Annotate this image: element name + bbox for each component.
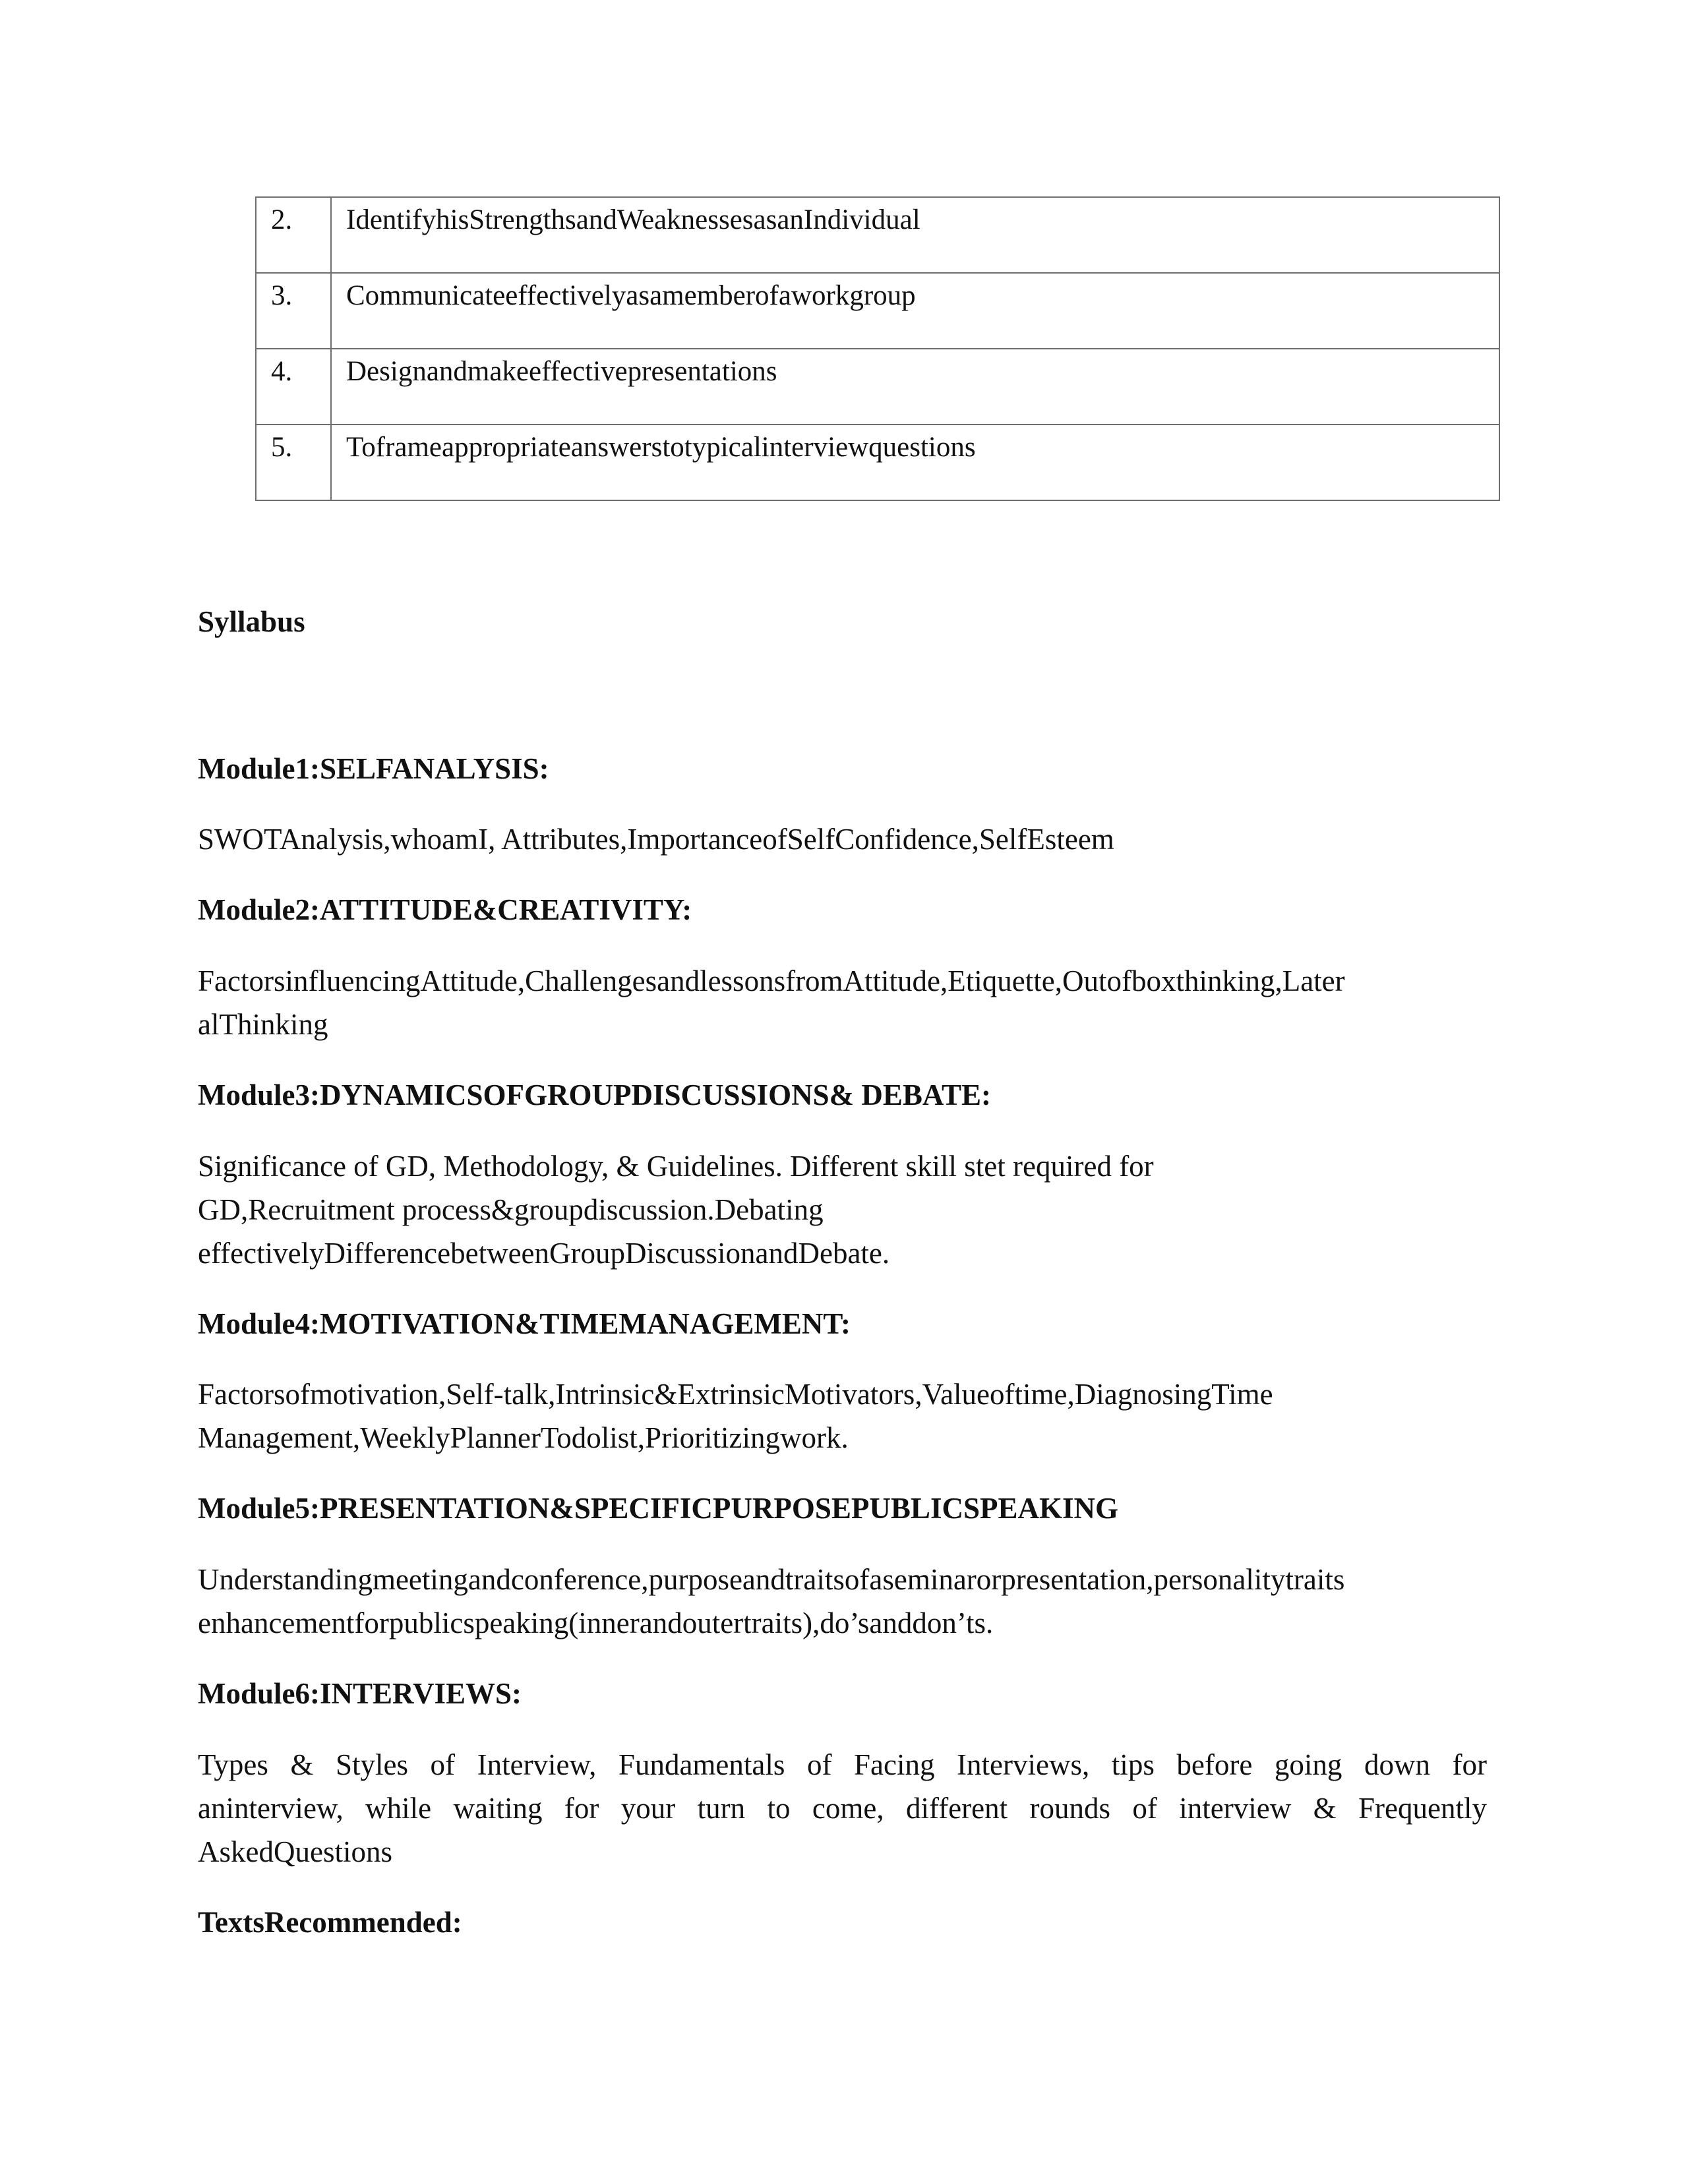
outcome-number: 5. bbox=[256, 425, 331, 500]
module-5-title: Module5:PRESENTATION&SPECIFICPURPOSEPUBLICSPEAKING bbox=[198, 1492, 1118, 1525]
outcome-text: Communicateeffectivelyasamemberofaworkgroup bbox=[331, 273, 1499, 349]
module-6-line-1: Types & Styles of Interview, Fundamentals of Facing Interviews, tips before going down for bbox=[198, 1748, 1487, 1781]
module-2-line-1: FactorsinfluencingAttitude,ChallengesandlessonsfromAttitude,Etiquette,Outofboxthinking,Later bbox=[198, 964, 1345, 997]
module-4-body bbox=[198, 1372, 1484, 1460]
module-1-body bbox=[198, 817, 1484, 861]
table-row bbox=[256, 349, 1499, 425]
module-4-line-1: Factorsofmotivation,Self-talk,Intrinsic&ExtrinsicMotivators,Valueoftime,DiagnosingTime bbox=[198, 1378, 1273, 1411]
outcome-text: Designandmakeeffectivepresentations bbox=[331, 349, 1499, 425]
module-5-line-2: enhancementforpublicspeaking(innerandoutertraits),do’sanddon’ts. bbox=[198, 1607, 994, 1639]
module-2-body bbox=[198, 959, 1484, 1046]
outcome-text: IdentifyhisStrengthsandWeaknessesasanIndividual bbox=[331, 197, 1499, 273]
module-5-body bbox=[198, 1558, 1484, 1645]
syllabus-heading: Syllabus bbox=[198, 605, 305, 638]
outcome-number: 4. bbox=[256, 349, 331, 425]
table-row bbox=[256, 273, 1499, 349]
module-4-line-2: Management,WeeklyPlannerTodolist,Prioritizingwork. bbox=[198, 1421, 849, 1454]
outcome-number: 3. bbox=[256, 273, 331, 349]
module-3-line-2: GD,Recruitment process&groupdiscussion.Debating bbox=[198, 1193, 824, 1226]
texts-recommended-heading: TextsRecommended: bbox=[198, 1906, 462, 1939]
module-2-line-2: alThinking bbox=[198, 1008, 328, 1041]
table-row bbox=[256, 425, 1499, 500]
module-6-line-3: AskedQuestions bbox=[198, 1835, 392, 1868]
module-3-title: Module3:DYNAMICSOFGROUPDISCUSSIONS& DEBATE: bbox=[198, 1078, 992, 1111]
table-row bbox=[256, 197, 1499, 273]
outcome-number: 2. bbox=[256, 197, 331, 273]
module-1-line-1: SWOTAnalysis,whoamI, Attributes,ImportanceofSelfConfidence,SelfEsteem bbox=[198, 823, 1114, 856]
course-outcomes-table bbox=[255, 196, 1500, 501]
module-3-body bbox=[198, 1144, 1484, 1275]
module-3-line-1: Significance of GD, Methodology, & Guidelines. Different skill stet required for bbox=[198, 1150, 1154, 1183]
module-5-line-1: Understandingmeetingandconference,purposeandtraitsofaseminarorpresentation,personalitytraits bbox=[198, 1563, 1345, 1596]
outcome-text: Toframeappropriateanswerstotypicalinterviewquestions bbox=[331, 425, 1499, 500]
module-6-body bbox=[198, 1743, 1487, 1874]
module-6-title: Module6:INTERVIEWS: bbox=[198, 1677, 522, 1710]
module-3-line-3: effectivelyDifferencebetweenGroupDiscussionandDebate. bbox=[198, 1237, 890, 1270]
module-4-title: Module4:MOTIVATION&TIMEMANAGEMENT: bbox=[198, 1307, 851, 1340]
module-2-title: Module2:ATTITUDE&CREATIVITY: bbox=[198, 893, 692, 926]
module-6-line-2: aninterview, while waiting for your turn to come, different rounds of interview & Frequently bbox=[198, 1792, 1487, 1825]
module-1-title: Module1:SELFANALYSIS: bbox=[198, 752, 549, 785]
